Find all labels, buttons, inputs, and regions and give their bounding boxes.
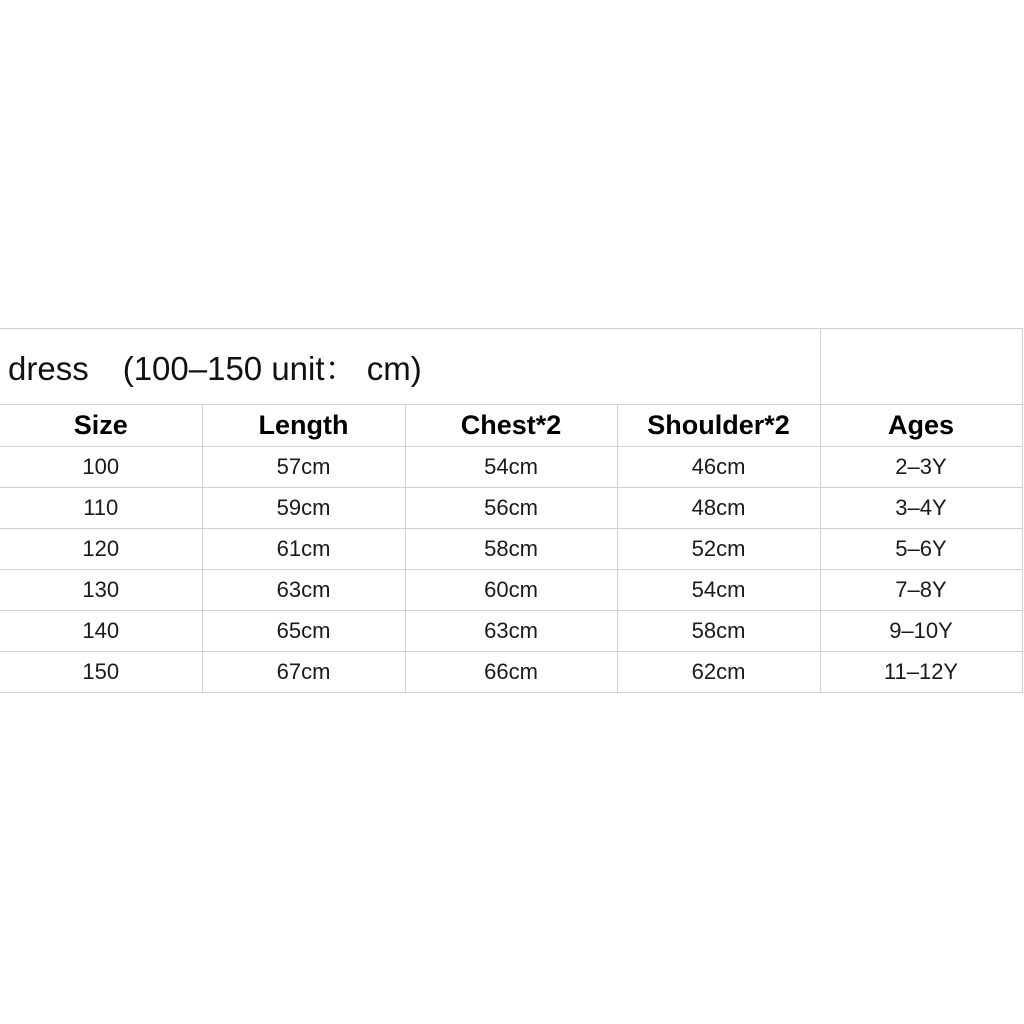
cell-shoulder: 52cm [617, 529, 820, 570]
cell-shoulder: 48cm [617, 488, 820, 529]
cell-shoulder: 62cm [617, 652, 820, 693]
cell-chest: 58cm [405, 529, 617, 570]
header-size: Size [0, 405, 202, 447]
header-shoulder: Shoulder*2 [617, 405, 820, 447]
table-title [0, 329, 820, 405]
table-row [0, 529, 1022, 570]
cell-shoulder: 54cm [617, 570, 820, 611]
table-row [0, 488, 1022, 529]
table-row [0, 611, 1022, 652]
cell-shoulder: 58cm [617, 611, 820, 652]
cell-chest: 63cm [405, 611, 617, 652]
title-row [0, 329, 1022, 405]
cell-length: 57cm [202, 447, 405, 488]
cell-length: 65cm [202, 611, 405, 652]
cell-length: 67cm [202, 652, 405, 693]
cell-size: 120 [0, 529, 202, 570]
cell-size: 110 [0, 488, 202, 529]
header-chest: Chest*2 [405, 405, 617, 447]
cell-ages: 7–8Y [820, 570, 1022, 611]
title-unit-note: (100–150 unit： cm) [122, 350, 422, 387]
cell-length: 61cm [202, 529, 405, 570]
size-chart-table [0, 328, 1023, 693]
cell-ages: 5–6Y [820, 529, 1022, 570]
cell-ages: 3–4Y [820, 488, 1022, 529]
title-blank-cell [820, 329, 1022, 405]
cell-ages: 2–3Y [820, 447, 1022, 488]
table-row [0, 570, 1022, 611]
cell-ages: 9–10Y [820, 611, 1022, 652]
cell-chest: 56cm [405, 488, 617, 529]
header-row [0, 405, 1022, 447]
cell-ages: 11–12Y [820, 652, 1022, 693]
cell-size: 150 [0, 652, 202, 693]
cell-chest: 66cm [405, 652, 617, 693]
cell-length: 63cm [202, 570, 405, 611]
cell-size: 130 [0, 570, 202, 611]
cell-shoulder: 46cm [617, 447, 820, 488]
table-row [0, 447, 1022, 488]
table-row [0, 652, 1022, 693]
cell-size: 100 [0, 447, 202, 488]
cell-size: 140 [0, 611, 202, 652]
header-ages: Ages [820, 405, 1022, 447]
cell-chest: 54cm [405, 447, 617, 488]
title-main: dress [8, 350, 89, 387]
cell-chest: 60cm [405, 570, 617, 611]
header-length: Length [202, 405, 405, 447]
cell-length: 59cm [202, 488, 405, 529]
